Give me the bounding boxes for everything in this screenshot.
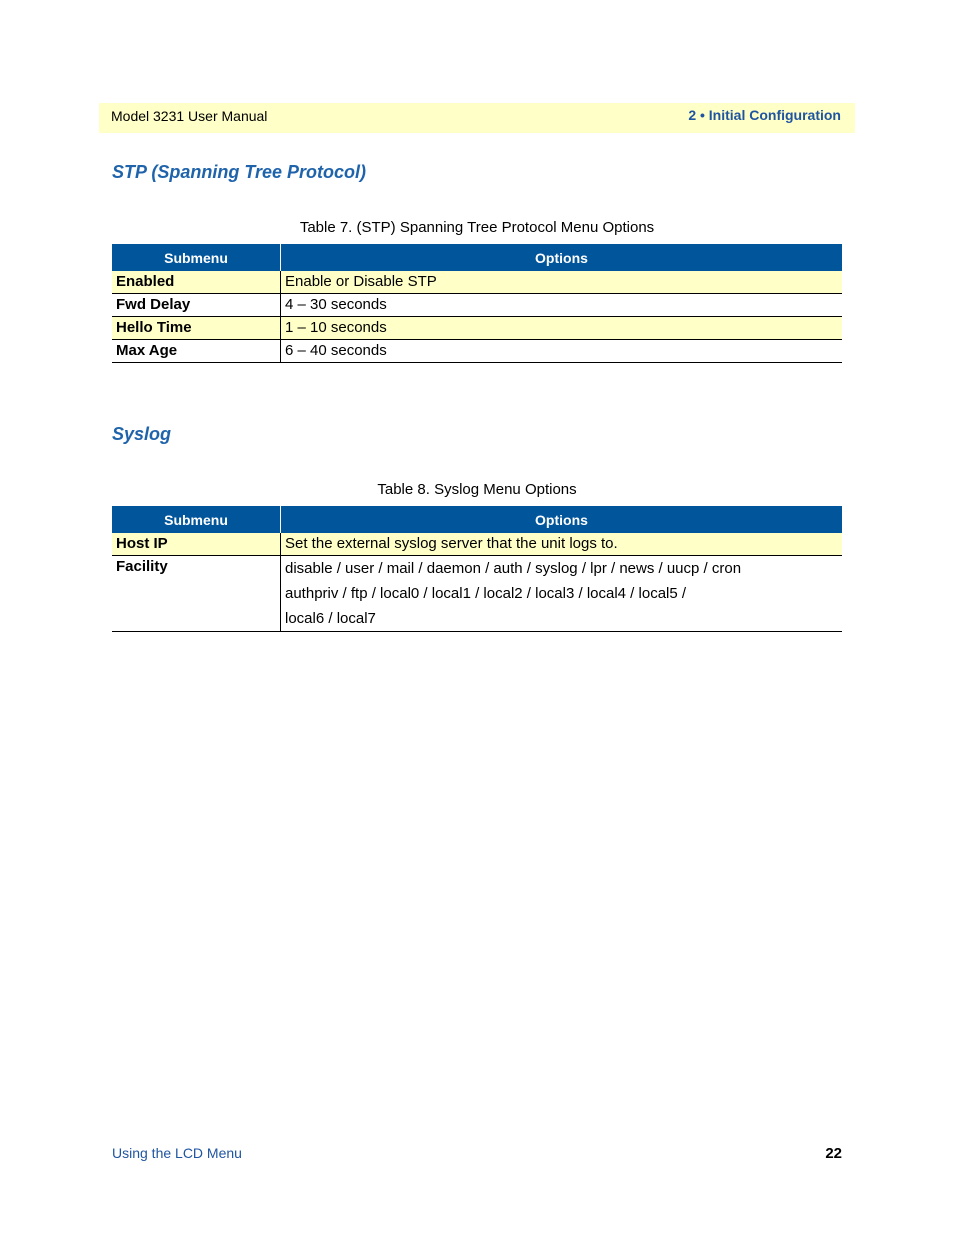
options-cell: Set the external syslog server that the unit logs to. [281, 533, 843, 556]
options-cell: 1 – 10 seconds [281, 317, 843, 340]
table-caption-stp: Table 7. (STP) Spanning Tree Protocol Menu Options [299, 219, 655, 236]
table-row [112, 340, 842, 363]
options-cell: Enable or Disable STP [281, 271, 843, 294]
manual-title: Model 3231 User Manual [111, 108, 268, 124]
submenu-cell: Hello Time [112, 317, 281, 340]
table-row [112, 556, 842, 632]
table-row [112, 271, 842, 294]
section-heading-syslog: Syslog [112, 424, 172, 444]
column-header-options: Options [281, 244, 843, 271]
submenu-cell: Enabled [112, 271, 281, 294]
options-line: disable / user / mail / daemon / auth / syslog / lpr / news / uucp / cron [285, 560, 742, 577]
submenu-cell: Fwd Delay [112, 294, 281, 317]
table-row [112, 317, 842, 340]
table-caption-syslog: Table 8. Syslog Menu Options [377, 481, 577, 498]
column-header-options: Options [281, 506, 843, 533]
options-cell: 4 – 30 seconds [281, 294, 843, 317]
table-row [112, 533, 842, 556]
submenu-cell: Facility [112, 556, 281, 632]
submenu-cell: Max Age [112, 340, 281, 363]
stp-options-table [112, 244, 842, 363]
running-header [99, 103, 855, 133]
options-line: local6 / local7 [285, 610, 376, 627]
section-heading-stp: STP (Spanning Tree Protocol) [112, 162, 367, 182]
column-header-submenu: Submenu [112, 244, 281, 271]
options-line: authpriv / ftp / local0 / local1 / local2 / local3 / local4 / local5 / [285, 585, 687, 602]
options-cell: 6 – 40 seconds [281, 340, 843, 363]
page-number: 22 [825, 1145, 842, 1162]
syslog-options-table [112, 506, 842, 632]
submenu-cell: Host IP [112, 533, 281, 556]
options-cell [281, 556, 843, 632]
table-row [112, 294, 842, 317]
chapter-title: 2 • Initial Configuration [688, 107, 841, 123]
footer-section-name: Using the LCD Menu [112, 1145, 242, 1161]
column-header-submenu: Submenu [112, 506, 281, 533]
